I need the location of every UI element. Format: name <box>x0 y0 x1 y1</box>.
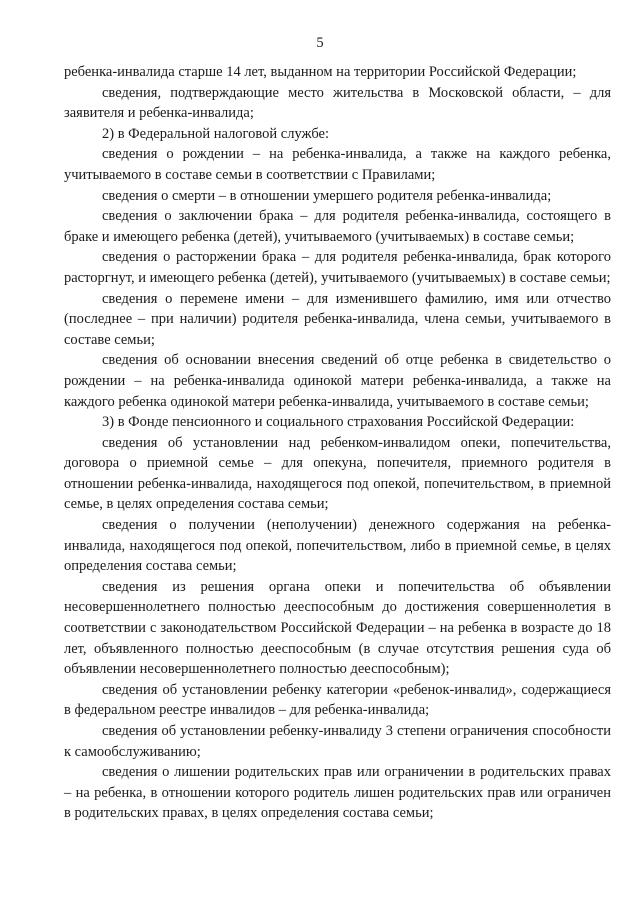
paragraph: сведения, подтверждающие место жительства в Московской области, – для заявителя и ребенка-инвалида; <box>64 84 611 122</box>
paragraph: сведения об установлении ребенку-инвалиду 3 степени ограничения способности к самообслуживанию; <box>64 723 611 760</box>
paragraph: сведения о расторжении брака – для родителя ребенка-инвалида, брак которого расторгнут, и имеющего ребенка (детей), учитываемого (учитываемых) в составе семьи; <box>64 249 611 286</box>
paragraph: сведения о лишении родительских прав или ограничении в родительских правах – на ребенка, в отношении которого родитель лишен родительских прав или ограничен в родительских правах, в целях определения состава семьи; <box>64 764 611 822</box>
section-heading: 2) в Федеральной налоговой службе: <box>102 125 329 142</box>
paragraph: сведения о заключении брака – для родителя ребенка-инвалида, состоящего в браке и имеющего ребенка (детей), учитываемого (учитываемых) в составе семьи; <box>64 208 611 245</box>
paragraph: сведения о перемене имени – для изменившего фамилию, имя или отчество (последнее – при наличии) родителя ребенка-инвалида, члена семьи, учитываемого в составе семьи; <box>64 290 611 348</box>
paragraph: сведения о смерти – в отношении умершего родителя ребенка-инвалида; <box>102 187 552 204</box>
paragraph: ребенка-инвалида старше 14 лет, выданном на территории Российской Федерации; <box>64 64 577 80</box>
section-heading: 3) в Фонде пенсионного и социального страхования Российской Федерации: <box>102 414 575 431</box>
paragraph: сведения о получении (неполучении) денежного содержания на ребенка-инвалида, находящегося под опекой, попечительством, либо в приемной семье, в целях определения состава семьи; <box>64 517 611 575</box>
paragraph: сведения о рождении – на ребенка-инвалида, а также на каждого ребенка, учитываемого в составе семьи в соответствии с Правилами; <box>64 146 611 183</box>
paragraph: сведения об установлении ребенку категории «ребенок-инвалид», содержащиеся в федеральном реестре инвалидов – для ребенка-инвалида; <box>64 681 611 719</box>
page-number: 5 <box>316 35 324 51</box>
paragraph: сведения из решения органа опеки и попечительства об объявлении несовершеннолетнего полностью дееспособным до достижения совершеннолетия в соответствии с законодательством Российской Федерации – на ребенка в возрасте до 18 лет, объявленного полностью дееспособным (в случае отсутствия решения суда об объявлении несовершеннолетнего полностью дееспособным); <box>64 578 611 678</box>
document-body <box>64 62 611 824</box>
paragraph: сведения об основании внесения сведений об отце ребенка в свидетельство о рождении – на ребенка-инвалида одинокой матери ребенка-инвалида, а также на каждого ребенка одинокой матери ребенка-инвалида, учитываемого в составе семьи; <box>64 352 611 410</box>
paragraph: сведения об установлении над ребенком-инвалидом опеки, попечительства, договора о приемной семье – для опекуна, попечителя, приемного родителя в отношении ребенка-инвалида, находящегося под опекой, попечительством, в приемной семье, в целях определения состава семьи; <box>64 434 611 513</box>
